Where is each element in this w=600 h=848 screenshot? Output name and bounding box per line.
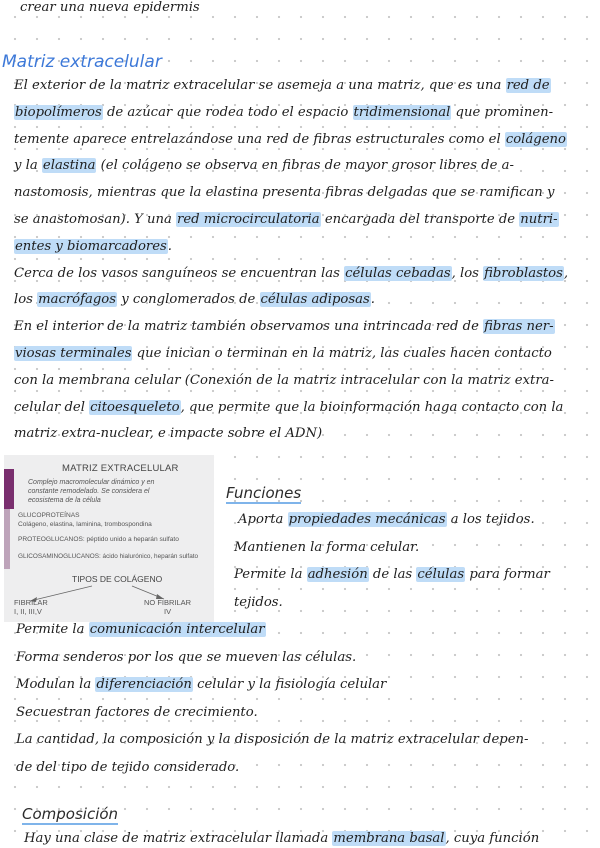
text-segment: celular y la fisiología celular [192, 677, 387, 692]
text-segment: , los [451, 265, 484, 281]
text-segment: , [563, 265, 569, 281]
highlighted-term: propiedades mecánicas [288, 512, 446, 527]
text-line [14, 158, 514, 174]
highlighted-term: membrana basal [333, 831, 445, 846]
text-segment: temente aparece entrelazándose una red de fibras estructurales como el [14, 131, 505, 147]
text-line [14, 319, 555, 335]
infographic-desc-3: ecosistema de la célula [28, 497, 101, 504]
text-segment: matriz extra-nuclear, e impacte sobre el ADN) [14, 426, 323, 442]
highlighted-term: nutri- [520, 212, 558, 227]
text-line [14, 346, 552, 362]
highlighted-term: adhesión [307, 567, 368, 582]
text-line [234, 567, 550, 583]
text-segment: (el colágeno se observa en fibras de mayor grosor libres de a- [96, 158, 514, 174]
infographic-fibrilar: FIBRILAR [14, 598, 48, 607]
text-line [16, 760, 239, 776]
highlighted-term: citoesqueleto [90, 399, 180, 415]
highlighted-term: diferenciación [96, 677, 192, 692]
text-segment: se anastomosan). Y una [14, 212, 177, 227]
text-line [14, 185, 554, 201]
text-line [24, 831, 539, 847]
infographic-matriz [4, 455, 214, 622]
highlighted-term: células adiposas [260, 292, 370, 308]
text-segment: con la membrana celular (Conexión de la matriz intracelular con la matriz extra- [14, 372, 554, 388]
text-segment: , que permite que la bioinformación haga contacto con la [180, 399, 564, 415]
highlighted-term: elastina [42, 158, 96, 174]
text-line [14, 239, 172, 255]
text-segment: de azúcar que rodea todo el espacio [102, 104, 353, 120]
text-line [16, 622, 266, 638]
text-line [238, 512, 535, 528]
text-segment: nastomosis, mientras que la elastina presenta fibras delgadas que se ramifican y [14, 185, 555, 201]
highlighted-term: células cebadas [345, 265, 451, 281]
text-line [14, 373, 554, 389]
text-segment: que inician o terminan en la matriz, las cuales hacen contacto [132, 346, 552, 361]
highlighted-term: comunicación intercelular [89, 622, 265, 637]
text-segment: Secuestran factores de crecimiento. [16, 704, 258, 720]
section-heading-composicion [22, 805, 118, 823]
infographic-no-fibrilar: NO FIBRILAR [144, 598, 192, 607]
highlighted-term: fibras ner- [484, 319, 554, 335]
section-heading-matriz [2, 52, 162, 72]
highlighted-term: viosas terminales [15, 346, 132, 361]
text-segment: celular del [14, 399, 90, 415]
text-line [14, 292, 375, 308]
highlighted-term: colágeno [505, 131, 566, 147]
infographic-proteo: PROTEOGLUCANOS: péptido unido a heparán sulfato [18, 536, 179, 543]
infographic-desc-2: constante remodelado. Se considera el [28, 488, 150, 495]
highlighted-term: fibroblastos [484, 265, 563, 281]
text-line [16, 732, 529, 748]
text-segment: y la [14, 158, 42, 174]
section-heading-text: Matriz extracelular [2, 52, 162, 72]
text-line [14, 426, 322, 442]
text-line [16, 705, 258, 721]
text-segment: a los tejidos. [446, 512, 535, 527]
highlighted-term: tridimensional [353, 104, 451, 120]
text-segment: La cantidad, la composición y la disposición de la matriz extracelular depen- [16, 732, 529, 747]
text-segment: El exterior de la matriz extracelular se asemeja a una matriz, que es una [14, 78, 506, 93]
highlighted-term: células [417, 567, 465, 582]
section-heading-funciones [226, 484, 301, 502]
infographic-accent-shadow [4, 509, 10, 569]
text-segment: Mantienen la forma celular. [234, 539, 420, 555]
highlighted-term: entes y biomarcadores [15, 238, 167, 254]
highlighted-term: red microcirculatoria [177, 212, 320, 227]
infographic-title: MATRIZ EXTRACELULAR [62, 463, 179, 474]
text-segment: tejidos. [234, 594, 283, 610]
text-line [16, 677, 386, 693]
infographic-tipos-title: TIPOS DE COLÁGENO [72, 574, 163, 584]
infographic-fibrilar-types: I, II, III,V [14, 607, 42, 616]
text-line [14, 266, 568, 282]
text-line [14, 78, 551, 94]
text-line [14, 212, 559, 228]
section-heading-text: Funciones [226, 484, 302, 502]
infographic-gluco-items: Colágeno, elastina, laminina, trombospondina [18, 521, 152, 528]
text-segment: encargada del transporte de [320, 212, 520, 227]
text-segment: Aporta [238, 512, 288, 527]
highlighted-term: biopolímeros [15, 104, 102, 120]
text-segment: . [370, 292, 375, 308]
infographic-glicosa: GLICOSAMINOGLUCANOS: ácido hialurónico, heparán sulfato [18, 553, 199, 560]
text-segment: y conglomerados de [117, 292, 260, 308]
infographic-no-fibrilar-types: IV [164, 607, 172, 616]
text-segment: En el interior de la matriz también observamos una intrincada red de [14, 319, 484, 335]
text-segment: Permite la [234, 567, 307, 582]
text-line [16, 650, 356, 666]
text-line [14, 105, 553, 121]
text-segment: Modulan la [16, 677, 96, 692]
text-segment: . [167, 238, 172, 254]
text-line [14, 400, 563, 416]
text-segment: de las [368, 567, 417, 582]
text-segment: Hay una clase de matriz extracelular llamada [24, 831, 333, 846]
infographic-gluco-title: GLUCOPROTEÍNAS [18, 512, 80, 519]
text-segment: de del tipo de tejido considerado. [16, 759, 240, 775]
text-segment: Cerca de los vasos sanguíneos se encuentran las [14, 265, 345, 281]
text-segment: para formar [465, 567, 550, 582]
text-segment: Permite la [16, 622, 89, 637]
highlighted-term: macrófagos [38, 292, 117, 308]
infographic-desc-1: Complejo macromolecular dinámico y en [28, 479, 155, 486]
text-line [234, 540, 419, 556]
section-heading-text: Composición [22, 805, 119, 823]
text-segment: los [14, 292, 38, 308]
text-segment: , cuya función [445, 831, 540, 846]
infographic-accent-bar [4, 469, 14, 509]
highlighted-term: red de [506, 78, 550, 93]
text-segment: Forma senderos por los que se mueven las células. [16, 649, 357, 665]
text-line [14, 132, 567, 148]
top-line-text: crear una nueva epidermis [20, 0, 200, 15]
text-segment: que prominen- [451, 104, 554, 120]
top-line [20, 0, 200, 16]
text-line [234, 595, 283, 611]
